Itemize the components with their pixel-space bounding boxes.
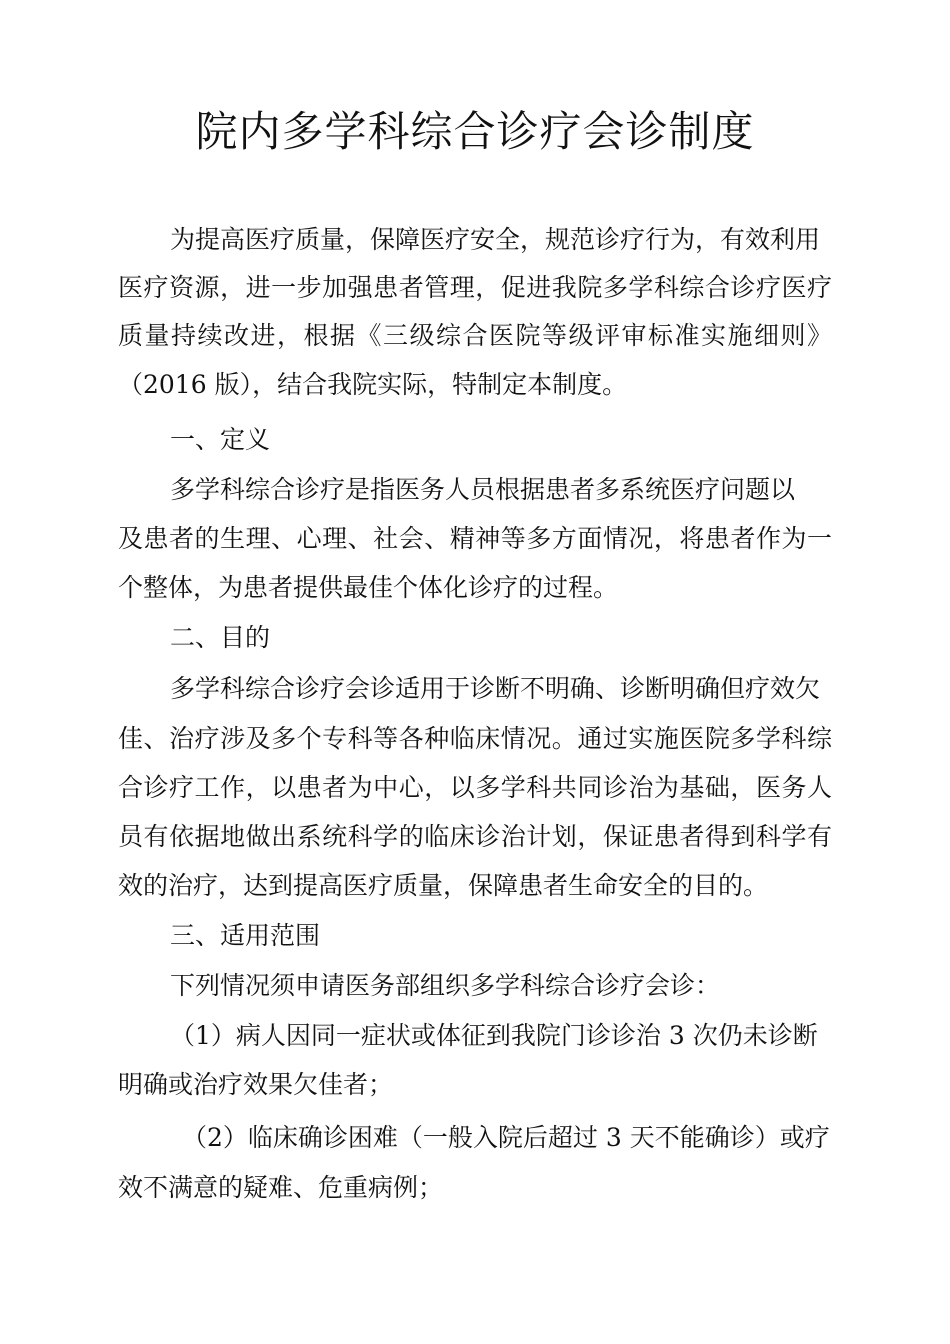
section-heading-definition: 一、定义: [170, 425, 271, 454]
paragraph-line: 效的治疗，达到提高医疗质量，保障患者生命安全的目的。: [118, 871, 769, 900]
paragraph-line: 下列情况须申请医务部组织多学科综合诊疗会诊：: [170, 971, 721, 1000]
paragraph-line: 个整体，为患者提供最佳个体化诊疗的过程。: [118, 573, 619, 602]
document-title: 院内多学科综合诊疗会诊制度: [195, 107, 755, 156]
paragraph-line: 质量持续改进，根据《三级综合医院等级评审标准实施细则》: [118, 321, 832, 350]
section-heading-purpose: 二、目的: [170, 623, 271, 652]
paragraph-line: 医疗资源，进一步加强患者管理，促进我院多学科综合诊疗医疗: [118, 273, 832, 302]
paragraph-line: （2016 版），结合我院实际，特制定本制度。: [118, 370, 628, 399]
list-item-line: 明确或治疗效果欠佳者；: [118, 1070, 394, 1099]
paragraph-line: 合诊疗工作，以患者为中心，以多学科共同诊治为基础，医务人: [118, 773, 832, 802]
paragraph-line: 佳、治疗涉及多个专科等各种临床情况。通过实施医院多学科综: [118, 724, 832, 753]
paragraph-line: 为提高医疗质量，保障医疗安全，规范诊疗行为，有效利用: [170, 225, 821, 254]
section-heading-scope: 三、适用范围: [170, 921, 321, 950]
paragraph-line: 多学科综合诊疗会诊适用于诊断不明确、诊断明确但疗效欠: [170, 674, 821, 703]
list-item-line: 效不满意的疑难、危重病例；: [118, 1173, 444, 1202]
paragraph-line: 员有依据地做出系统科学的临床诊治计划，保证患者得到科学有: [118, 822, 832, 851]
list-item-line: （1）病人因同一症状或体征到我院门诊诊治 3 次仍未诊断: [170, 1021, 818, 1050]
list-item-line: （2）临床确诊困难（一般入院后超过 3 天不能确诊）或疗: [182, 1123, 830, 1152]
paragraph-line: 及患者的生理、心理、社会、精神等多方面情况，将患者作为一: [118, 524, 832, 553]
paragraph-line: 多学科综合诊疗是指医务人员根据患者多系统医疗问题以: [170, 475, 796, 504]
